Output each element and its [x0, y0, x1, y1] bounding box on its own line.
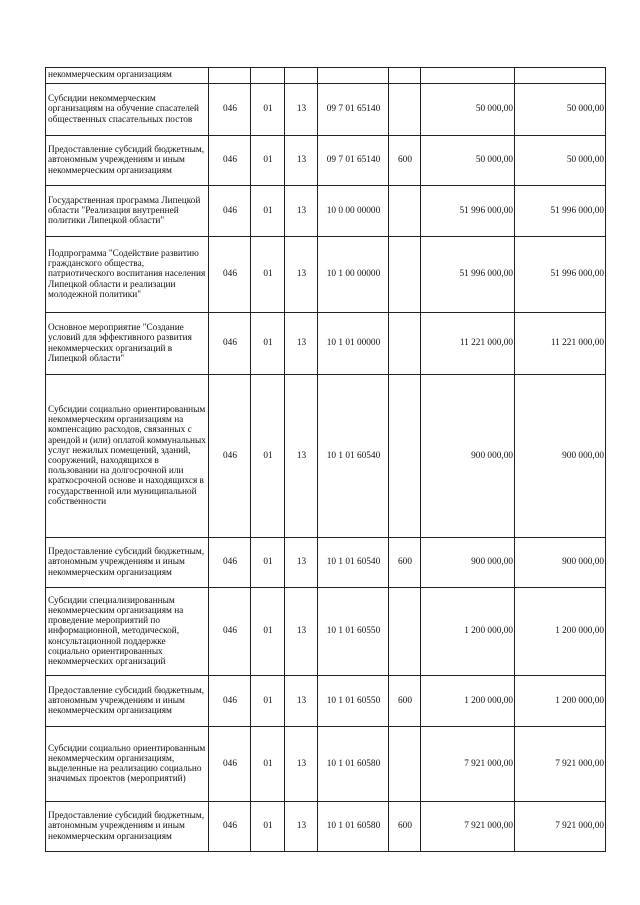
- row-name: Государственная программа Липецкой области "Реализация внутренней политики Липецкой области": [46, 186, 209, 237]
- cell-csr: 09 7 01 65140: [318, 84, 389, 136]
- cell-sum-1: 900 000,00: [421, 375, 515, 538]
- cell-ved: [209, 68, 251, 84]
- cell-csr: 10 1 01 60580: [318, 802, 389, 852]
- table-row: [46, 676, 606, 727]
- cell-sum-2: [515, 68, 606, 84]
- cell-rz: 01: [251, 186, 285, 237]
- row-name: некоммерческим организациям: [46, 68, 209, 84]
- cell-sum-1: 1 200 000,00: [421, 588, 515, 676]
- cell-csr: 10 0 00 00000: [318, 186, 389, 237]
- cell-sum-2: 51 996 000,00: [515, 237, 606, 313]
- cell-sum-2: 50 000,00: [515, 136, 606, 186]
- cell-sum-1: 50 000,00: [421, 136, 515, 186]
- table-row: [46, 313, 606, 375]
- table-body: [46, 68, 606, 852]
- cell-pr: 13: [285, 313, 318, 375]
- cell-rz: 01: [251, 538, 285, 588]
- row-name: Субсидии социально ориентированным некоммерческим организациям, выделенные на реализацию социально значимых проектов (мероприятий): [46, 727, 209, 802]
- row-name: Предоставление субсидий бюджетным, автономным учреждениям и иным некоммерческим организациям: [46, 136, 209, 186]
- cell-ved: 046: [209, 186, 251, 237]
- row-name: Основное мероприятие "Создание условий для эффективного развития некоммерческих организаций в Липецкой области": [46, 313, 209, 375]
- cell-vr: [389, 186, 421, 237]
- table-row: [46, 237, 606, 313]
- row-name: Субсидии некоммерческим организациям на обучение спасателей общественных спасательных постов: [46, 84, 209, 136]
- cell-pr: 13: [285, 588, 318, 676]
- table-row: [46, 186, 606, 237]
- cell-sum-2: 900 000,00: [515, 375, 606, 538]
- cell-vr: [389, 588, 421, 676]
- cell-sum-2: 11 221 000,00: [515, 313, 606, 375]
- cell-csr: 10 1 01 60540: [318, 538, 389, 588]
- table-row: [46, 588, 606, 676]
- table-row: [46, 136, 606, 186]
- cell-csr: 10 1 01 60550: [318, 676, 389, 727]
- cell-ved: 046: [209, 237, 251, 313]
- cell-ved: 046: [209, 375, 251, 538]
- cell-csr: 09 7 01 65140: [318, 136, 389, 186]
- row-name: Субсидии специализированным некоммерческим организациям на проведение мероприятий по информационной, методической, консультационной поддержке социально ориентированных некоммерческих организаций: [46, 588, 209, 676]
- cell-pr: 13: [285, 186, 318, 237]
- cell-sum-1: 50 000,00: [421, 84, 515, 136]
- cell-vr: [389, 84, 421, 136]
- cell-vr: [389, 727, 421, 802]
- table-row: [46, 727, 606, 802]
- cell-ved: 046: [209, 313, 251, 375]
- cell-vr: [389, 68, 421, 84]
- cell-ved: 046: [209, 136, 251, 186]
- cell-sum-1: [421, 68, 515, 84]
- document-page: [45, 67, 605, 852]
- cell-rz: 01: [251, 802, 285, 852]
- cell-sum-2: 1 200 000,00: [515, 676, 606, 727]
- row-name: Предоставление субсидий бюджетным, автономным учреждениям и иным некоммерческим организациям: [46, 802, 209, 852]
- cell-ved: 046: [209, 727, 251, 802]
- cell-pr: [285, 68, 318, 84]
- row-name: Субсидии социально ориентированным некоммерческим организациям на компенсацию расходов, связанных с арендой и (или) оплатой коммунальных услуг нежилых помещений, зданий, сооружений, находящихся в пользовании на долгосрочной или краткосрочной основе и находящихся в государственной или муниципальной собственности: [46, 375, 209, 538]
- table-row: [46, 538, 606, 588]
- cell-vr: 600: [389, 538, 421, 588]
- table-row: [46, 68, 606, 84]
- cell-csr: [318, 68, 389, 84]
- cell-csr: 10 1 01 60550: [318, 588, 389, 676]
- cell-rz: 01: [251, 136, 285, 186]
- cell-rz: 01: [251, 676, 285, 727]
- cell-sum-1: 7 921 000,00: [421, 727, 515, 802]
- cell-sum-1: 51 996 000,00: [421, 237, 515, 313]
- cell-vr: 600: [389, 802, 421, 852]
- cell-ved: 046: [209, 538, 251, 588]
- cell-vr: 600: [389, 136, 421, 186]
- table-row: [46, 802, 606, 852]
- cell-rz: 01: [251, 84, 285, 136]
- cell-sum-2: 51 996 000,00: [515, 186, 606, 237]
- cell-sum-2: 7 921 000,00: [515, 802, 606, 852]
- cell-pr: 13: [285, 676, 318, 727]
- cell-sum-1: 1 200 000,00: [421, 676, 515, 727]
- budget-table: [45, 67, 606, 852]
- table-row: [46, 84, 606, 136]
- cell-csr: 10 1 00 00000: [318, 237, 389, 313]
- cell-csr: 10 1 01 60540: [318, 375, 389, 538]
- cell-rz: [251, 68, 285, 84]
- cell-csr: 10 1 01 00000: [318, 313, 389, 375]
- cell-sum-1: 51 996 000,00: [421, 186, 515, 237]
- cell-sum-1: 7 921 000,00: [421, 802, 515, 852]
- cell-ved: 046: [209, 588, 251, 676]
- cell-rz: 01: [251, 588, 285, 676]
- cell-sum-1: 900 000,00: [421, 538, 515, 588]
- cell-rz: 01: [251, 313, 285, 375]
- cell-pr: 13: [285, 375, 318, 538]
- cell-vr: [389, 313, 421, 375]
- cell-pr: 13: [285, 136, 318, 186]
- row-name: Предоставление субсидий бюджетным, автономным учреждениям и иным некоммерческим организациям: [46, 676, 209, 727]
- cell-pr: 13: [285, 727, 318, 802]
- cell-vr: [389, 375, 421, 538]
- cell-sum-1: 11 221 000,00: [421, 313, 515, 375]
- cell-pr: 13: [285, 538, 318, 588]
- cell-sum-2: 1 200 000,00: [515, 588, 606, 676]
- cell-vr: 600: [389, 676, 421, 727]
- row-name: Предоставление субсидий бюджетным, автономным учреждениям и иным некоммерческим организациям: [46, 538, 209, 588]
- cell-csr: 10 1 01 60580: [318, 727, 389, 802]
- cell-pr: 13: [285, 84, 318, 136]
- cell-pr: 13: [285, 237, 318, 313]
- cell-sum-2: 50 000,00: [515, 84, 606, 136]
- cell-ved: 046: [209, 802, 251, 852]
- cell-pr: 13: [285, 802, 318, 852]
- cell-ved: 046: [209, 676, 251, 727]
- table-row: [46, 375, 606, 538]
- cell-rz: 01: [251, 375, 285, 538]
- cell-sum-2: 7 921 000,00: [515, 727, 606, 802]
- cell-vr: [389, 237, 421, 313]
- cell-sum-2: 900 000,00: [515, 538, 606, 588]
- cell-rz: 01: [251, 727, 285, 802]
- cell-ved: 046: [209, 84, 251, 136]
- cell-rz: 01: [251, 237, 285, 313]
- row-name: Подпрограмма "Содействие развитию гражданского общества, патриотического воспитания населения Липецкой области и реализации молодежной политики": [46, 237, 209, 313]
